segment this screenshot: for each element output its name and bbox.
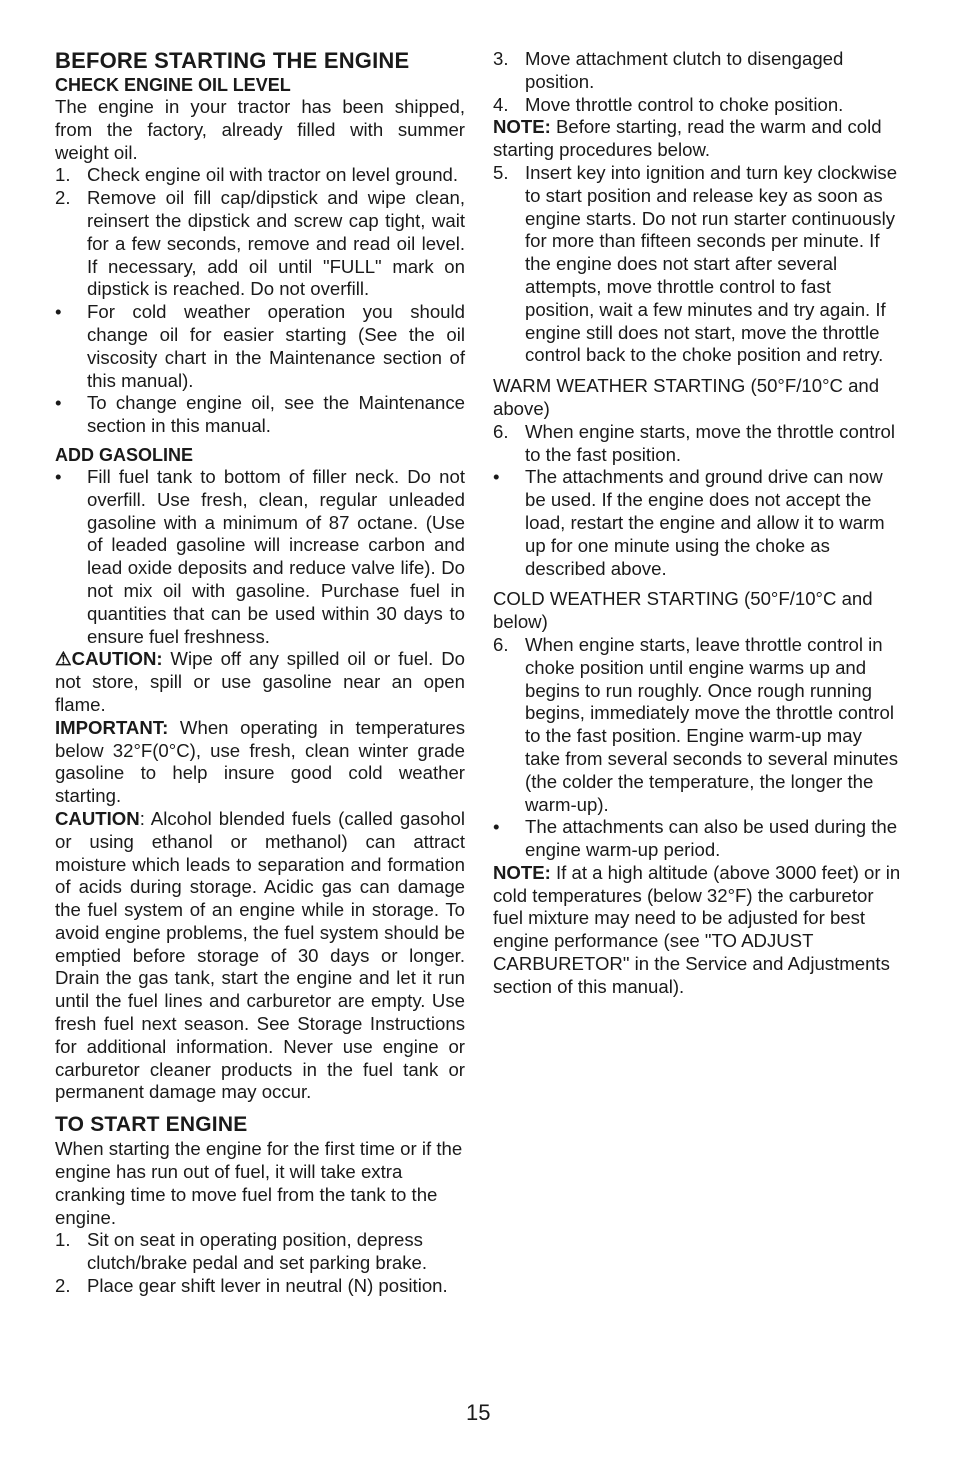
page-number: 15 — [466, 1400, 491, 1425]
list-item — [493, 466, 901, 580]
bullet-marker: • — [493, 466, 500, 488]
list-marker: 5. — [493, 161, 509, 183]
caution-text: : Alcohol blended fuels (called gasohol or using ethanol or methanol) can attract moisture which leads to separation and formation of acids during storage. Acidic gas can damage the fuel system of an engine while in storage. To avoid engine problems, the fuel system should be emptied before storage of 30 days or longer. Drain the gas tank, start the engine and let it run until the fuel lines and carburetor are empty. Use fresh fuel next season. See Storage Instructions for additional information. Never use engine or carburetor cleaner products in the fuel tank or permanent damage may occur. — [55, 807, 465, 1103]
list-item — [493, 48, 901, 94]
warning-triangle-icon: ⚠ — [55, 648, 72, 670]
list-marker: 1. — [55, 1229, 71, 1251]
note-text: Before starting, read the warm and cold starting procedures below. — [493, 116, 882, 161]
list-text: Move attachment clutch to disengaged position. — [525, 48, 844, 92]
list-item — [493, 634, 901, 816]
list-text: For cold weather operation you should change oil for easier starting (See the oil viscosity chart in the Maintenance section of this manual). — [87, 301, 465, 391]
warm-weather-heading: WARM WEATHER STARTING (50°F/10°C and above) — [493, 375, 880, 419]
list-text: Check engine oil with tractor on level ground. — [87, 164, 459, 186]
list-item — [493, 162, 901, 367]
list-item — [55, 466, 465, 648]
caution-label: CAUTION: — [71, 648, 163, 670]
start-engine-heading: TO START ENGINE — [55, 1113, 248, 1137]
list-item — [493, 816, 901, 862]
list-marker: 6. — [493, 420, 509, 442]
note-label: NOTE: — [493, 861, 551, 883]
caution-label: CAUTION — [55, 807, 140, 829]
caution-text: Wipe off any spilled oil or fuel. Do not store, spill or use gasoline near an open flame. — [55, 648, 465, 715]
start-intro: When starting the engine for the first time or if the engine has run out of fuel, it will take extra cranking time to move fuel from the tank to the engine. — [55, 1138, 463, 1228]
bullet-marker: • — [55, 301, 62, 323]
list-text: When engine starts, leave throttle control in choke position until engine warms up and begins to run roughly. Once rough running begins, immediately move the throttle control to the fast position. Engine warm-up may take from several seconds to several minutes (the colder the temperature, the longer the warm-up). — [525, 633, 899, 815]
note-paragraph — [493, 862, 901, 999]
bullet-marker: • — [55, 465, 62, 487]
list-text: The attachments and ground drive can now be used. If the engine does not accept the load, restart the engine and allow it to warm up for one minute using the choke as described above. — [525, 466, 885, 579]
list-item — [55, 1275, 465, 1298]
list-text: Move throttle control to choke position. — [525, 93, 844, 115]
note-text: If at a high altitude (above 3000 feet) or in cold temperatures (below 32°F) the carburetor fuel mixture may need to be adjusted for best engine performance (see "TO ADJUST CARBURETOR" in the Service and Adjustments section of this manual). — [493, 861, 901, 997]
list-item — [55, 392, 465, 438]
oil-steps — [55, 164, 465, 438]
list-text: Place gear shift lever in neutral (N) position. — [87, 1275, 448, 1297]
list-item — [55, 187, 465, 301]
section-title: BEFORE STARTING THE ENGINE — [55, 48, 410, 73]
list-text: Fill fuel tank to bottom of filler neck. Do not overfill. Use fresh, clean, regular unleaded gasoline with a minimum of 87 octane. (Use of leaded gasoline will increase carbon and lead oxide deposits and reduce valve life). Do not mix oil with gasoline. Purchase fuel in quantities that can be used within 30 days to ensure fuel freshness. — [87, 465, 465, 647]
list-text: When engine starts, move the throttle control to the fast position. — [525, 420, 895, 465]
bullet-marker: • — [55, 392, 62, 414]
note-paragraph — [493, 116, 901, 162]
list-text: To change engine oil, see the Maintenance section in this manual. — [87, 392, 465, 437]
bullet-marker: • — [493, 816, 500, 838]
list-marker: 3. — [493, 48, 509, 69]
oil-heading: CHECK ENGINE OIL LEVEL — [55, 75, 291, 95]
list-marker: 1. — [55, 164, 71, 186]
important-text: When operating in temperatures below 32°F(0°C), use fresh, clean winter grade gasoline to help insure good cold weather starting. — [55, 716, 465, 807]
right-column — [493, 48, 901, 999]
list-item — [55, 1229, 465, 1275]
important-label: IMPORTANT: — [55, 716, 169, 738]
list-marker: 4. — [493, 93, 509, 115]
list-text: Sit on seat in operating position, depress clutch/brake pedal and set parking brake. — [87, 1229, 428, 1274]
list-marker: 6. — [493, 633, 509, 655]
alcohol-caution-paragraph — [55, 808, 465, 1104]
left-column — [55, 48, 465, 1298]
important-paragraph — [55, 717, 465, 808]
cold-weather-heading: COLD WEATHER STARTING (50°F/10°C and below) — [493, 588, 873, 633]
list-marker: 2. — [55, 1275, 71, 1297]
note-label: NOTE: — [493, 116, 551, 138]
list-text: Insert key into ignition and turn key clockwise to start position and release key as soon as engine starts. Do not run starter continuously for more than fifteen seconds per minute. If the engine does not start after several attempts, move throttle control to fast position, wait a few minutes and try again. If engine still does not start, move the throttle control back to the choke position and retry. — [525, 161, 898, 366]
list-text: Remove oil fill cap/dipstick and wipe clean, reinsert the dipstick and screw cap tight, wait for a few seconds, remove and read oil level. If necessary, add oil until "FULL" mark on dipstick is reached. Do not overfill. — [87, 187, 465, 300]
list-marker: 2. — [55, 187, 71, 209]
caution-paragraph — [55, 648, 465, 716]
list-text: The attachments can also be used during the engine warm-up period. — [525, 816, 898, 861]
gasoline-heading: ADD GASOLINE — [55, 444, 194, 465]
list-item — [493, 421, 901, 467]
list-item — [55, 301, 465, 392]
oil-intro: The engine in your tractor has been shipped, from the factory, already filled with summer weight oil. — [55, 96, 465, 163]
list-item — [493, 94, 901, 117]
list-item — [55, 164, 465, 187]
